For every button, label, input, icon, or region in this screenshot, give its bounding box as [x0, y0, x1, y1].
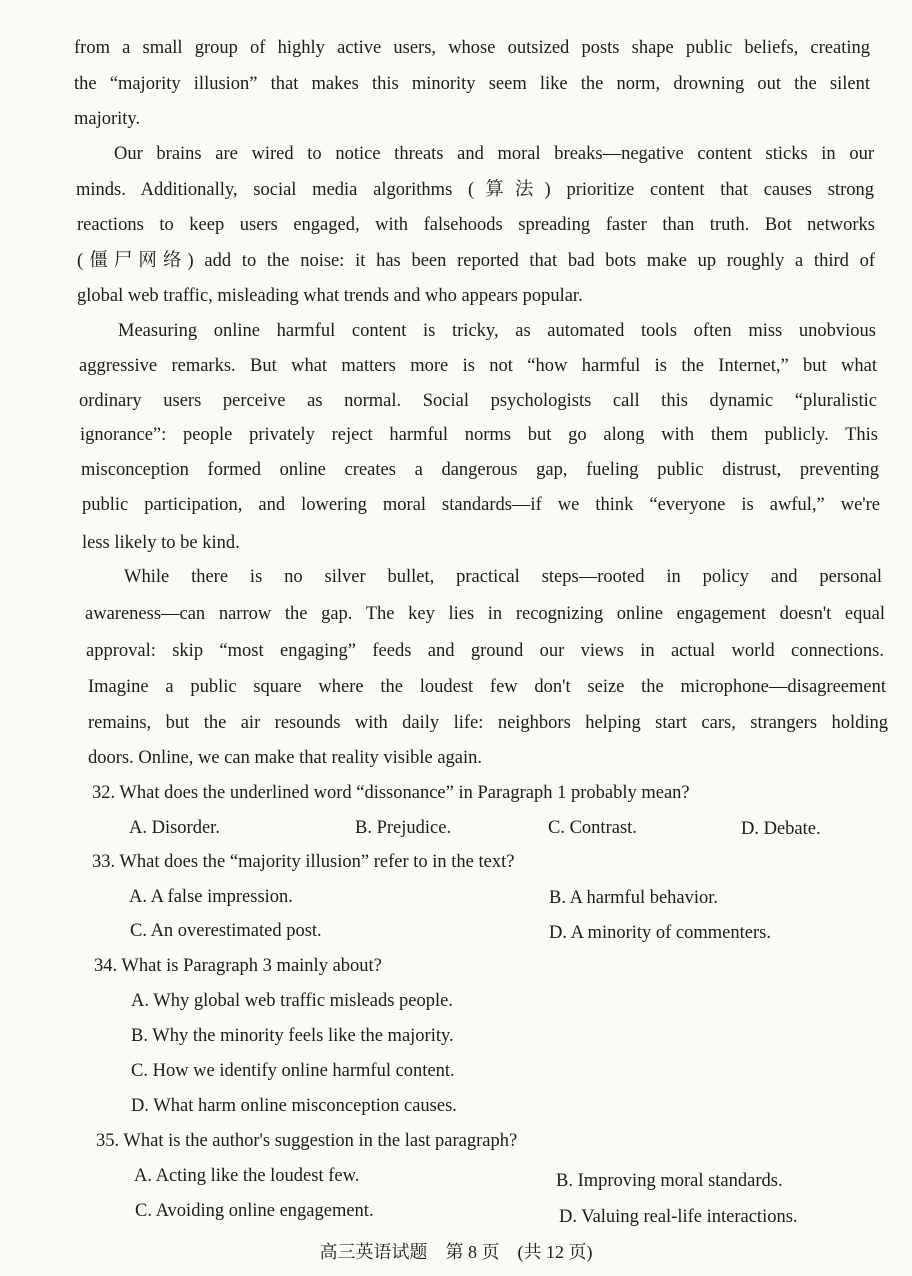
question-33-stem: 33. What does the “majority illusion” refer to in the text? — [92, 852, 515, 872]
question-34-option-a: A. Why global web traffic misleads people. — [131, 991, 453, 1011]
text-line: Our brains are wired to notice threats and moral breaks—negative content sticks in our — [114, 144, 874, 164]
text-line: less likely to be kind. — [82, 533, 240, 553]
text-line: minds. Additionally, social media algorithms (算法) prioritize content that causes strong — [76, 180, 874, 200]
text-line: remains, but the air resounds with daily life: neighbors helping start cars, strangers holding — [88, 713, 888, 733]
question-32-option-b: B. Prejudice. — [355, 818, 452, 838]
question-33-option-a: A. A false impression. — [129, 887, 293, 907]
text-line: doors. Online, we can make that reality visible again. — [88, 748, 483, 768]
text-line: reactions to keep users engaged, with falsehoods spreading faster than truth. Bot networks — [77, 215, 875, 235]
question-32-option-a: A. Disorder. — [129, 818, 220, 838]
question-32-option-c: C. Contrast. — [548, 818, 637, 838]
question-35-option-d: D. Valuing real-life interactions. — [559, 1207, 798, 1227]
text-line: aggressive remarks. But what matters more is not “how harmful is the Internet,” but what — [79, 356, 877, 376]
question-32-option-d: D. Debate. — [741, 819, 821, 839]
question-35-option-a: A. Acting like the loudest few. — [134, 1166, 360, 1186]
text-line: global web traffic, misleading what trends and who appears popular. — [77, 286, 583, 306]
question-35-stem: 35. What is the author's suggestion in the last paragraph? — [96, 1131, 518, 1151]
question-33-option-c: C. An overestimated post. — [130, 921, 322, 941]
text-line: ordinary users perceive as normal. Social psychologists call this dynamic “pluralistic — [79, 391, 877, 411]
question-35-option-b: B. Improving moral standards. — [556, 1171, 783, 1191]
text-line: misconception formed online creates a dangerous gap, fueling public distrust, preventing — [81, 460, 879, 480]
question-34-option-b: B. Why the minority feels like the majority. — [131, 1026, 454, 1046]
question-32-stem: 32. What does the underlined word “dissonance” in Paragraph 1 probably mean? — [92, 783, 690, 803]
text-line: majority. — [74, 109, 141, 129]
text-line: from a small group of highly active users, whose outsized posts shape public beliefs, creating — [74, 38, 870, 58]
page-footer: 高三英语试题 第 8 页 (共 12 页) — [319, 1242, 593, 1262]
text-line: awareness—can narrow the gap. The key lies in recognizing online engagement doesn't equal — [85, 604, 885, 624]
text-line: While there is no silver bullet, practical steps—rooted in policy and personal — [124, 567, 882, 587]
question-33-option-b: B. A harmful behavior. — [549, 888, 719, 908]
question-34-stem: 34. What is Paragraph 3 mainly about? — [94, 956, 382, 976]
question-33-option-d: D. A minority of commenters. — [549, 923, 771, 943]
text-line: ignorance”: people privately reject harmful norms but go along with them publicly. This — [80, 425, 878, 445]
text-line: (僵尸网络) add to the noise: it has been reported that bad bots make up roughly a third of — [77, 251, 875, 271]
text-line: approval: skip “most engaging” feeds and ground our views in actual world connections. — [86, 641, 884, 661]
text-line: public participation, and lowering moral standards—if we think “everyone is awful,” we're — [82, 495, 880, 515]
text-line: Measuring online harmful content is tricky, as automated tools often miss unobvious — [118, 321, 876, 341]
question-35-option-c: C. Avoiding online engagement. — [135, 1201, 374, 1221]
question-34-option-c: C. How we identify online harmful content. — [131, 1061, 455, 1081]
text-line: the “majority illusion” that makes this minority seem like the norm, drowning out the silent — [74, 74, 870, 94]
question-34-option-d: D. What harm online misconception causes. — [131, 1096, 457, 1116]
text-line: Imagine a public square where the loudest few don't seize the microphone—disagreement — [88, 677, 886, 697]
